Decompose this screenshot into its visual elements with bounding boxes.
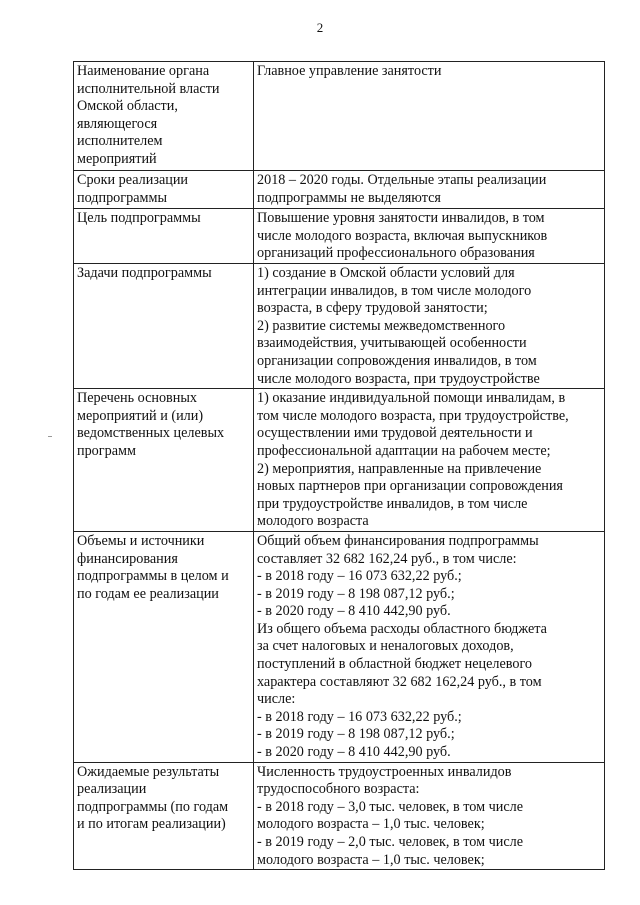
row-label-cell [74, 209, 254, 264]
value-line: возраста, в сферу трудовой занятости; [257, 300, 488, 317]
value-line: числе: [257, 691, 296, 708]
row-value-cell [254, 389, 605, 532]
row-value-cell [254, 171, 605, 209]
value-line: организации сопровождения инвалидов, в том [257, 352, 537, 369]
value-line: - в 2019 году – 8 198 087,12 руб.; [257, 726, 455, 743]
label-line: Цель подпрограммы [77, 210, 201, 226]
margin-mark [48, 436, 52, 437]
value-line: - в 2020 году – 8 410 442,90 руб. [257, 603, 451, 620]
label-line: Наименование органа [77, 63, 210, 79]
label-line: Омской области, [77, 98, 178, 115]
value-line: числе молодого возраста, при трудоустройстве [257, 370, 540, 387]
value-line: составляет 32 682 162,24 руб., в том числе: [257, 550, 517, 567]
label-line: мероприятий [77, 150, 157, 167]
value-line: за счет налоговых и неналоговых доходов, [257, 638, 514, 655]
goal-row [74, 209, 605, 264]
row-value-cell [254, 209, 605, 264]
label-line: подпрограммы [77, 189, 167, 206]
value-line: том числе молодого возраста, при трудоустройстве, [257, 407, 569, 424]
label-line: являющегося [77, 115, 158, 132]
row-value-cell [254, 264, 605, 389]
value-line: Численность трудоустроенных инвалидов [257, 763, 512, 780]
row-value-cell [254, 62, 605, 171]
value-line: осуществлении ими трудовой деятельности и [257, 425, 533, 442]
label-line: программ [77, 442, 136, 459]
value-line: 1) создание в Омской области условий для [257, 265, 515, 281]
label-line: исполнителем [77, 133, 163, 150]
executor-row [74, 62, 605, 171]
value-line: - в 2018 году – 3,0 тыс. человек, в том числе [257, 798, 524, 815]
value-line: трудоспособного возраста: [257, 781, 420, 798]
value-line: - в 2018 году – 16 073 632,22 руб.; [257, 708, 462, 725]
terms-row [74, 171, 605, 209]
value-line: - в 2019 году – 2,0 тыс. человек, в том числе [257, 834, 524, 850]
value-line: - в 2019 году – 8 198 087,12 руб.; [257, 585, 455, 602]
activities-row [74, 389, 605, 532]
value-line: поступлений в областной бюджет нецелевого [257, 656, 533, 673]
value-line: молодого возраста [257, 513, 369, 530]
value-line: взаимодействия, учитывающей особенности [257, 335, 527, 352]
value-line: Из общего объема расходы областного бюджета [257, 620, 547, 637]
value-line: молодого возраста – 1,0 тыс. человек; [257, 816, 485, 833]
label-line: подпрограммы в целом и [77, 568, 229, 585]
label-line: ведомственных целевых [77, 425, 225, 442]
row-label-cell [74, 762, 254, 870]
label-line: исполнительной власти [77, 80, 220, 97]
results-row [74, 762, 605, 870]
page-number: 2 [316, 20, 324, 35]
value-line: числе молодого возраста, включая выпускников [257, 227, 548, 244]
label-line: и по итогам реализации) [77, 816, 226, 833]
value-line: Главное управление занятости [257, 63, 442, 79]
subprogram-passport-table [73, 61, 605, 870]
passport-table-body [74, 62, 605, 870]
value-line: Повышение уровня занятости инвалидов, в том [257, 210, 545, 226]
row-label-cell [74, 389, 254, 532]
label-line: подпрограммы (по годам [77, 798, 229, 815]
label-line: Задачи подпрограммы [77, 265, 212, 281]
value-line: Общий объем финансирования подпрограммы [257, 532, 539, 549]
label-line: финансирования [77, 550, 178, 567]
label-line: Перечень основных [77, 390, 197, 407]
row-value-cell [254, 762, 605, 870]
value-line: новых партнеров при организации сопровождения [257, 478, 563, 495]
value-line: - в 2020 году – 8 410 442,90 руб. [257, 744, 451, 761]
row-label-cell [74, 531, 254, 762]
label-line: Объемы и источники [77, 532, 205, 549]
value-line: интеграции инвалидов, в том числе молодого [257, 282, 532, 299]
value-line: организаций профессионального образования [257, 245, 535, 262]
value-line: 2) развитие системы межведомственного [257, 317, 506, 334]
value-line: молодого возраста – 1,0 тыс. человек; [257, 851, 485, 868]
row-value-cell [254, 531, 605, 762]
value-line: 1) оказание индивидуальной помощи инвалидам, в [257, 390, 566, 407]
value-line: 2018 – 2020 годы. Отдельные этапы реализации [257, 172, 547, 188]
row-label-cell [74, 171, 254, 209]
value-line: - в 2018 году – 16 073 632,22 руб.; [257, 568, 462, 585]
value-line: 2) мероприятия, направленные на привлечение [257, 460, 542, 477]
funding-row [74, 531, 605, 762]
value-line: профессиональной адаптации на рабочем месте; [257, 442, 551, 459]
label-line: Ожидаемые результаты [77, 763, 220, 780]
tasks-row [74, 264, 605, 389]
label-line: по годам ее реализации [77, 585, 219, 602]
label-line: Сроки реализации [77, 172, 189, 188]
row-label-cell [74, 62, 254, 171]
row-label-cell [74, 264, 254, 389]
value-line: характера составляют 32 682 162,24 руб., в том [257, 673, 542, 690]
label-line: реализации [77, 781, 147, 798]
label-line: мероприятий и (или) [77, 407, 204, 424]
value-line: подпрограммы не выделяются [257, 189, 441, 206]
value-line: при трудоустройстве инвалидов, в том числе [257, 495, 528, 512]
